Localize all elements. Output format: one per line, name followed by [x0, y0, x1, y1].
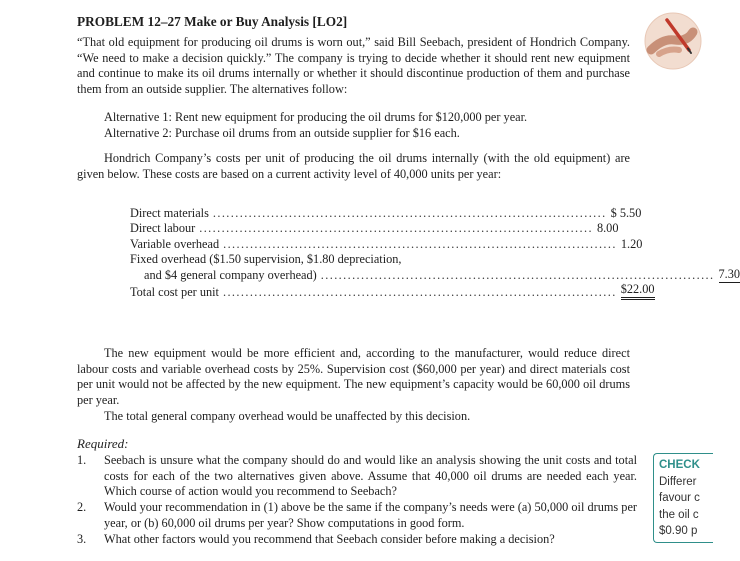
leader-dots: ........................................................................................	[199, 221, 593, 236]
cost-row	[130, 205, 642, 221]
cost-row-total	[130, 281, 655, 300]
cost-row	[130, 221, 619, 237]
required-item-2	[77, 500, 637, 531]
required-item-1	[77, 453, 637, 500]
costs-intro: Hondrich Company’s costs per unit of producing the oil drums internally (with the old equipment) are given below. These costs are based on a current activity level of 40,000 units per year:	[77, 151, 630, 181]
cost-value: 1.20	[620, 236, 643, 251]
cost-schedule	[130, 205, 740, 300]
problem-title: PROBLEM 12–27 Make or Buy Analysis [LO2]	[77, 14, 348, 29]
cost-value: $ 5.50	[610, 205, 642, 220]
leader-dots: ........................................................................................	[320, 267, 715, 282]
cost-row	[130, 252, 575, 268]
item-number: 3.	[77, 532, 87, 546]
cost-label: Variable overhead	[130, 236, 220, 251]
check-line: favour c	[659, 492, 700, 504]
cost-label: Direct labour	[130, 221, 196, 236]
cost-row	[130, 236, 643, 252]
check-figure-box	[653, 453, 713, 543]
check-line: $0.90 p	[659, 525, 698, 537]
leader-dots: ........................................................................................	[223, 236, 617, 251]
hand-writing-icon	[643, 10, 703, 72]
leader-dots: ........................................................................................	[212, 205, 607, 220]
check-line: Differer	[659, 475, 697, 488]
cost-label: and $4 general company overhead)	[144, 267, 317, 282]
equipment-paragraph: The new equipment would be more efficient and, according to the manufacturer, would reduce direct labour costs and variable overhead costs by 25%. Supervision cost ($60,000 per year) and direct materials cost per unit would not be affected by the new equipment. The new equipment’s capacity would be 60,000 oil drums per year.	[77, 346, 630, 408]
problem-intro: “That old equipment for producing oil drums is worn out,” said Bill Seebach, president of Hondrich Company. “We need to make a decision quickly.” The company is trying to decide whether it should rent new equipment and continue to make its oil drums internally or whether it should discontinue production of them and purchase them from an outside supplier. The alternatives follow:	[77, 35, 630, 97]
cost-label: Total cost per unit	[130, 284, 219, 299]
required-heading: Required:	[77, 436, 129, 451]
item-number: 2.	[77, 500, 87, 514]
cost-label: Fixed overhead ($1.50 supervision, $1.80 depreciation,	[130, 252, 402, 267]
check-heading: CHECK	[659, 459, 700, 471]
check-line: the oil c	[659, 508, 699, 521]
alternative-1: Alternative 1: Rent new equipment for producing the oil drums for $120,000 per year.	[104, 110, 528, 124]
cost-value: 7.30	[718, 266, 740, 281]
overhead-paragraph: The total general company overhead would be unaffected by this decision.	[104, 409, 471, 423]
cost-value: 8.00	[596, 221, 619, 236]
alternative-2: Alternative 2: Purchase oil drums from an outside supplier for $16 each.	[104, 126, 460, 140]
item-text: What other factors would you recommend that Seebach consider before making a decision?	[104, 532, 555, 546]
cost-value-total: $22.00	[621, 282, 655, 300]
item-text: Would your recommendation in (1) above be the same if the company’s needs were (a) 50,000 oil drums per year, or (b) 60,000 oil drums per year? Show computations in good form.	[104, 500, 637, 530]
required-item-3	[77, 532, 637, 548]
cost-row	[130, 266, 740, 283]
cost-label: Direct materials	[130, 205, 209, 220]
item-text: Seebach is unsure what the company should do and would like an analysis showing the unit costs and total costs for each of the two alternatives given above. Assume that 40,000 oil drums are needed each year. Which course of action would you recommend to Seebach?	[104, 453, 637, 498]
leader-dots: ........................................................................................	[222, 284, 617, 299]
item-number: 1.	[77, 453, 87, 467]
